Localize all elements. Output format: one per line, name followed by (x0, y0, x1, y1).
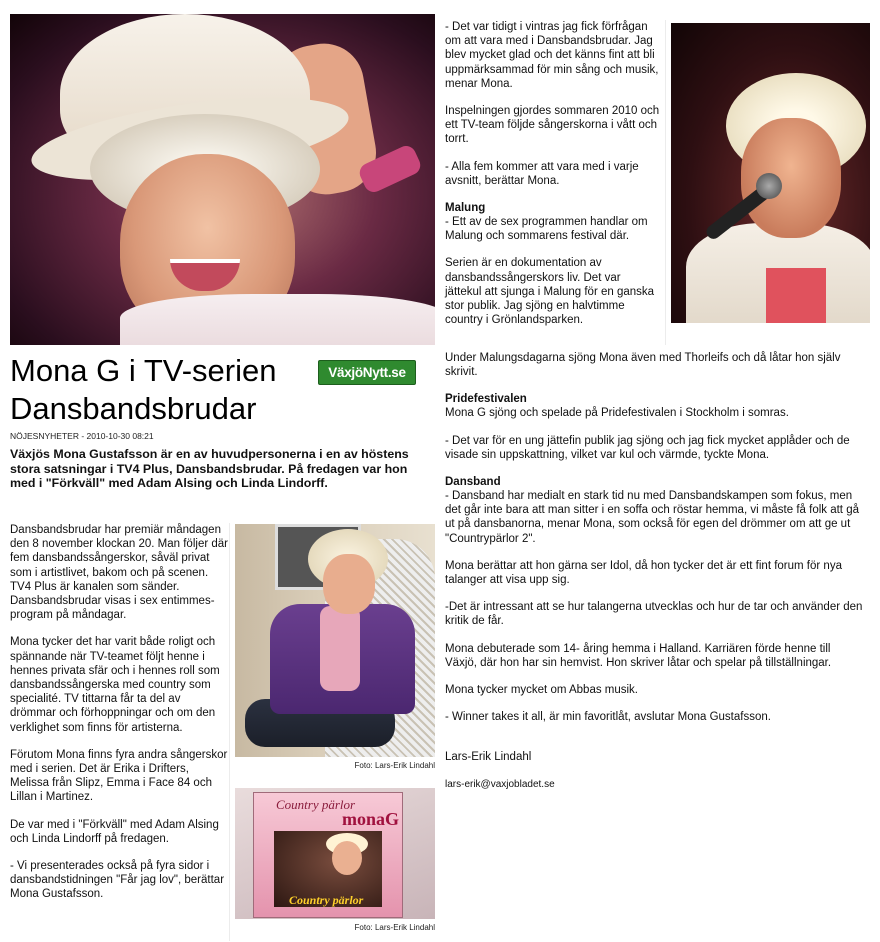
paragraph: - Alla fem kommer att vara med i varje avsnitt, berättar Mona. (445, 160, 639, 187)
cd-artist: monaG (342, 809, 400, 829)
section-heading-pride: Pridefestivalen (445, 393, 527, 406)
photo-face (332, 841, 362, 875)
paragraph: - Det var för en ung jättefin publik jag sjöng och jag fick mycket applåder och de visade sin uppskattning, vilket var kul och värmde, tyckte Mona. (445, 434, 850, 461)
paragraph: De var med i "Förkväll" med Adam Alsing och Linda Lindorff på fredagen. (10, 818, 219, 845)
body-column-left (10, 523, 229, 915)
paragraph: - Dansband har medialt en stark tid nu med Dansbandskampen som fokus, men det går inte bara att man sitter i en soffa och röstar hemma, vi måste få folk att gå ut på dansbanorna, menar Mona, som också för egen del drömmer om att ge ut "Countrypärlor 2". (445, 490, 859, 545)
article-title: Mona G i TV-serien Dansbandsbrudar (10, 353, 277, 426)
photo-caption: Foto: Lars-Erik Lindahl (354, 761, 435, 770)
paragraph: -Det är intressant att se hur talangerna utvecklas och hur de tar och använder den kritik de får. (445, 601, 863, 628)
paragraph: Mona tycker det har varit både roligt och spännande när TV-teamet följt henne i hennes privata sfär och i hennes roll som dansbandssångerska med country som specialité. TV tittarna får ta del av drömmar och förhoppningar och om den verklighet som finns för artisterna. (10, 636, 220, 734)
photo-face (323, 554, 375, 614)
cd-case (253, 792, 403, 918)
paragraph: Inspelningen gjordes sommaren 2010 och ett TV-team följde sångerskorna i vått och torrt. (445, 105, 660, 146)
singer-photo (671, 23, 870, 323)
cd-subtitle: Country pärlor (289, 893, 364, 907)
section-heading-dansband: Dansband (445, 476, 501, 489)
section-heading-malung: Malung (445, 202, 486, 215)
microphone-head (756, 173, 782, 199)
dateline: NÖJESNYHETER - 2010-10-30 08:21 (10, 431, 154, 441)
paragraph: Serien är en dokumentation av dansbandssångerskors liv. Det var jättekul att sjunga i Malung för en ganska stor publik. Jag sjöng en halvtimme country i Grönlandsparken. (445, 257, 655, 327)
author-email-link[interactable]: lars-erik@vaxjobladet.se (445, 778, 555, 790)
cd-cover-photo (235, 788, 435, 919)
paragraph: - Ett av de sex programmen handlar om Malung och sommarens festival där. (445, 216, 648, 243)
paragraph: Under Malungsdagarna sjöng Mona även med Thorleifs och då låtar hon själv skrivit. (445, 352, 841, 379)
paragraph: Mona G sjöng och spelade på Pridefestivalen i Stockholm i somras. (445, 407, 789, 420)
photo-caption: Foto: Lars-Erik Lindahl (354, 923, 435, 932)
paragraph: - Det var tidigt i vintras jag fick förfrågan om att vara med i Dansbandsbrudar. Jag blev mycket glad och det känns fint att bli uppmärksammad för min sång och musik, menar Mona. (445, 21, 659, 90)
cd-title: Country pärlor (276, 797, 356, 812)
body-column-right-top (445, 20, 660, 327)
photo-face (741, 118, 841, 238)
paragraph: - Vi presenterades också på fyra sidor i dansbandstidningen "Får jag lov", berättar Mona Gustafsson. (10, 860, 225, 901)
paragraph: Mona berättar att hon gärna ser Idol, då hon tycker det är ett fint forum för nya talanger att visa upp sig. (445, 559, 842, 587)
paragraph: Dansbandsbrudar har premiär måndagen den 8 november klockan 20. Man följer där fem dansbandssångerskor, såväl privat som i artistlivet, bakom och på scenen. TV4 Plus är kanalen som sänder. Dansbandsbrudar visas i sex entimmes- program på måndagar. (10, 524, 228, 622)
body-column-right-wide (445, 351, 865, 805)
photo-blouse (120, 294, 435, 345)
seated-photo (235, 524, 435, 757)
photo-top (766, 268, 826, 323)
vaxjonytt-logo[interactable]: VäxjöNytt.se (318, 360, 416, 385)
paragraph: Förutom Mona finns fyra andra sångerskor med i serien. Det är Erika i Drifters, Melissa från Slipz, Emma i Face 84 och Lillan i Martinez. (10, 748, 228, 804)
column-divider (665, 20, 666, 345)
photo-scarf (320, 606, 360, 691)
paragraph: - Winner takes it all, är min favoritlåt, avslutar Mona Gustafsson. (445, 711, 771, 724)
author-name: Lars-Erik Lindahl (445, 751, 532, 764)
paragraph: Mona tycker mycket om Abbas musik. (445, 684, 639, 697)
hero-photo (10, 14, 435, 345)
article-lead: Växjös Mona Gustafsson är en av huvudpersonerna i en av höstens stora satsningar i TV4 Plus, Dansbandsbrudar. På fredagen var hon med i "Förkväll" med Adam Alsing och Linda Lindorff. (10, 447, 409, 491)
paragraph: Mona debuterade som 14- åring hemma i Halland. Karriären förde henne till Växjö, där hon har sin hemvist. Hon skriver låtar och spelar på tillställningar. (445, 642, 832, 669)
column-divider (229, 523, 230, 941)
